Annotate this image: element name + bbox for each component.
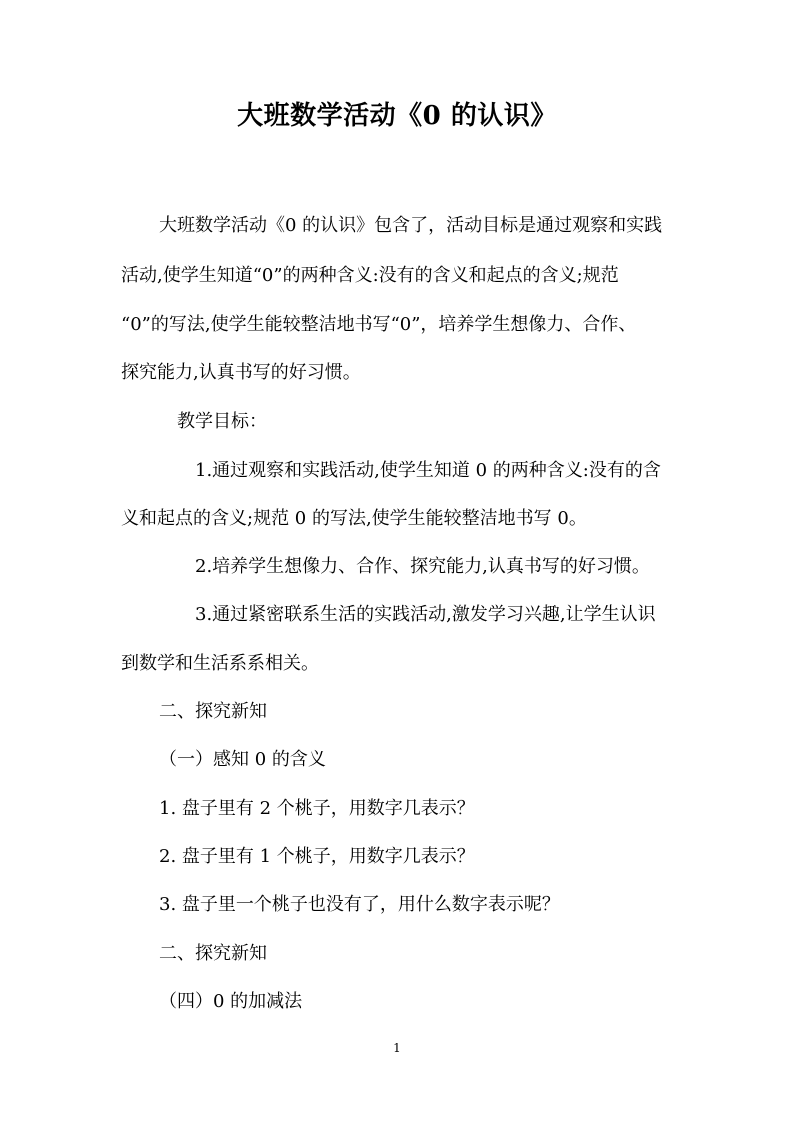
list-item: 3. 盘子里一个桃子也没有了，用什么数字表示呢？	[159, 894, 560, 915]
subsection-heading: （一）感知 0 的含义	[159, 749, 326, 770]
paragraph-line: 大班数学活动《0 的认识》包含了，活动目标是通过观察和实践	[159, 215, 663, 236]
paragraph-line: 探究能力,认真书写的好习惯。	[121, 362, 361, 383]
list-item: 1. 盘子里有 2 个桃子，用数字几表示？	[159, 798, 475, 819]
paragraph-line: 活动,使学生知道“0”的两种含义:没有的含义和起点的含义;规范	[121, 265, 619, 286]
subsection-heading: （四）0 的加减法	[159, 991, 303, 1012]
section-heading: 教学目标：	[177, 411, 267, 432]
list-item-continuation: 义和起点的含义;规范 0 的写法,使学生能较整洁地书写 0。	[121, 508, 587, 529]
list-item-continuation: 到数学和生活系系相关。	[121, 653, 319, 674]
list-item: 2. 盘子里有 1 个桃子，用数字几表示？	[159, 846, 475, 867]
list-item: 1.通过观察和实践活动,使学生知道 0 的两种含义:没有的含	[195, 460, 661, 481]
section-heading: 二、探究新知	[159, 943, 267, 964]
document-title: 大班数学活动《0 的认识》	[237, 101, 557, 131]
paragraph-line: “0”的写法,使学生能较整洁地书写“0”，培养学生想像力、合作、	[121, 314, 637, 335]
list-item: 2.培养学生想像力、合作、探究能力,认真书写的好习惯。	[195, 556, 650, 577]
list-item: 3.通过紧密联系生活的实践活动,激发学习兴趣,让学生认识	[195, 604, 656, 625]
section-heading: 二、探究新知	[159, 701, 267, 722]
page-number: 1	[393, 1041, 401, 1055]
